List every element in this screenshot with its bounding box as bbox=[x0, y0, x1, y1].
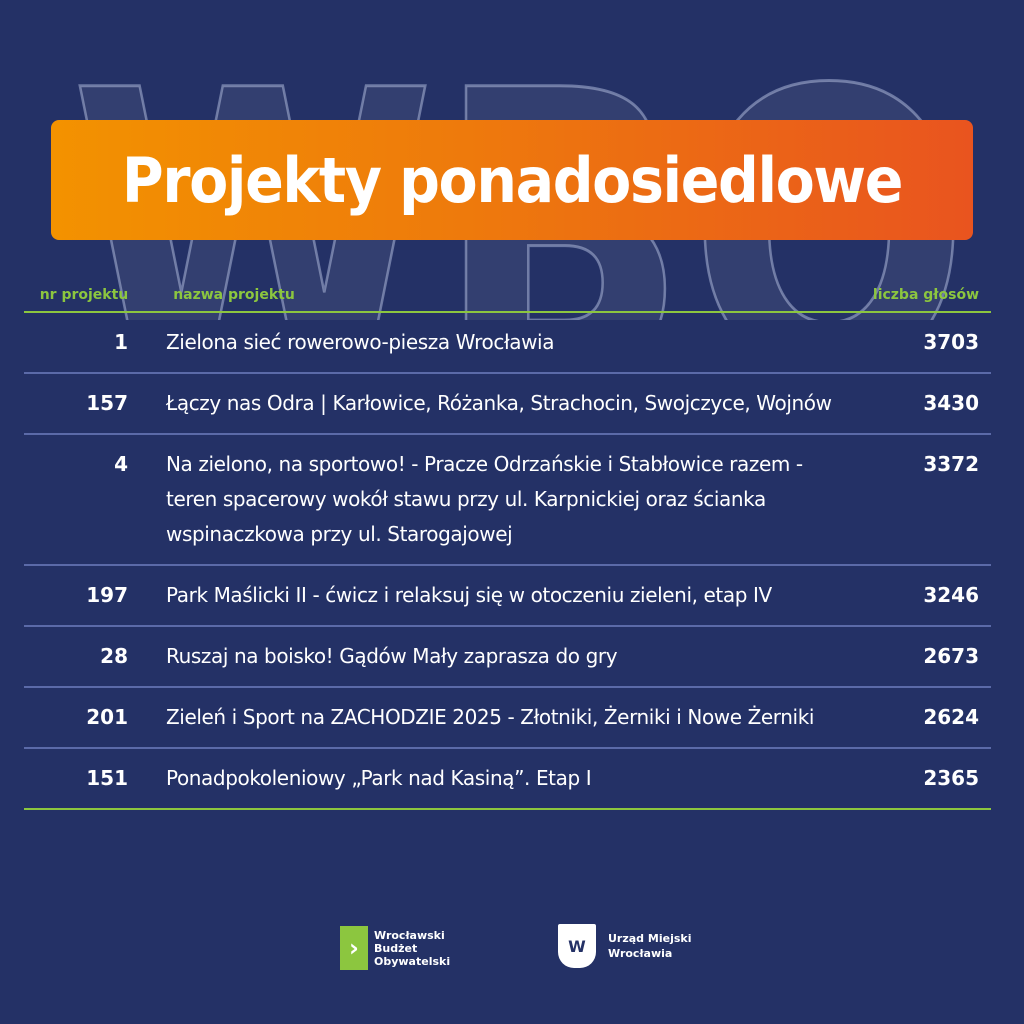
table-row bbox=[24, 566, 991, 627]
table-row bbox=[24, 435, 991, 566]
project-number: 197 bbox=[86, 583, 128, 607]
vote-count: 3703 bbox=[923, 330, 979, 354]
project-name: Łączy nas Odra | Karłowice, Różanka, Strachocin, Swojczyce, Wojnów bbox=[166, 391, 832, 415]
wbo-line-1: Wrocławski bbox=[374, 928, 445, 942]
wbo-logo bbox=[340, 926, 450, 970]
project-number: 28 bbox=[100, 644, 128, 668]
wbo-line-3: Obywatelski bbox=[374, 954, 451, 968]
table-row bbox=[24, 688, 991, 749]
project-number: 1 bbox=[114, 330, 128, 354]
project-name: Zielona sieć rowerowo-piesza Wrocławia bbox=[166, 330, 555, 354]
project-name: Zieleń i Sport na ZACHODZIE 2025 - Złotniki, Żerniki i Nowe Żerniki bbox=[166, 705, 815, 729]
title-banner bbox=[51, 120, 973, 240]
table-header bbox=[24, 278, 991, 313]
um-line-2: Wrocławia bbox=[608, 947, 673, 960]
project-name: Park Maślicki II - ćwicz i relaksuj się w otoczeniu zieleni, etap IV bbox=[166, 583, 772, 607]
project-number: 151 bbox=[86, 766, 128, 790]
project-name: Ponadpokoleniowy „Park nad Kasiną”. Etap I bbox=[166, 766, 592, 790]
wbo-logo-text bbox=[374, 929, 450, 968]
coat-of-arms-icon: W bbox=[558, 924, 596, 968]
wbo-line-2: Budżet bbox=[374, 941, 418, 955]
table-row bbox=[24, 749, 991, 810]
header-project-number: nr projektu bbox=[39, 286, 129, 303]
table-row bbox=[24, 313, 991, 374]
project-name: Ruszaj na boisko! Gądów Mały zaprasza do gry bbox=[166, 644, 618, 668]
vote-count: 3246 bbox=[923, 583, 979, 607]
um-line-1: Urząd Miejski bbox=[608, 932, 692, 945]
header-vote-count: liczba głosów bbox=[872, 286, 979, 303]
city-hall-logo bbox=[558, 924, 691, 968]
vote-count: 3372 bbox=[923, 452, 979, 476]
vote-count: 3430 bbox=[923, 391, 979, 415]
vote-count: 2673 bbox=[923, 644, 979, 668]
project-name: Na zielono, na sportowo! - Pracze Odrzańskie i Stabłowice razem - teren spacerowy wokół stawu przy ul. Karpnickiej oraz ścianka wspinaczkowa przy ul. Starogajowej bbox=[166, 452, 803, 546]
results-table bbox=[24, 278, 991, 810]
city-hall-logo-text bbox=[608, 931, 691, 961]
header-project-name: nazwa projektu bbox=[173, 286, 295, 303]
table-row bbox=[24, 374, 991, 435]
table-row bbox=[24, 627, 991, 688]
project-number: 4 bbox=[114, 452, 128, 476]
project-number: 157 bbox=[86, 391, 128, 415]
page-title: Projekty ponadosiedlowe bbox=[121, 143, 903, 217]
vote-count: 2365 bbox=[923, 766, 979, 790]
chevron-right-icon: › bbox=[340, 926, 368, 970]
vote-count: 2624 bbox=[923, 705, 979, 729]
project-number: 201 bbox=[86, 705, 128, 729]
footer-logos bbox=[0, 922, 1024, 974]
